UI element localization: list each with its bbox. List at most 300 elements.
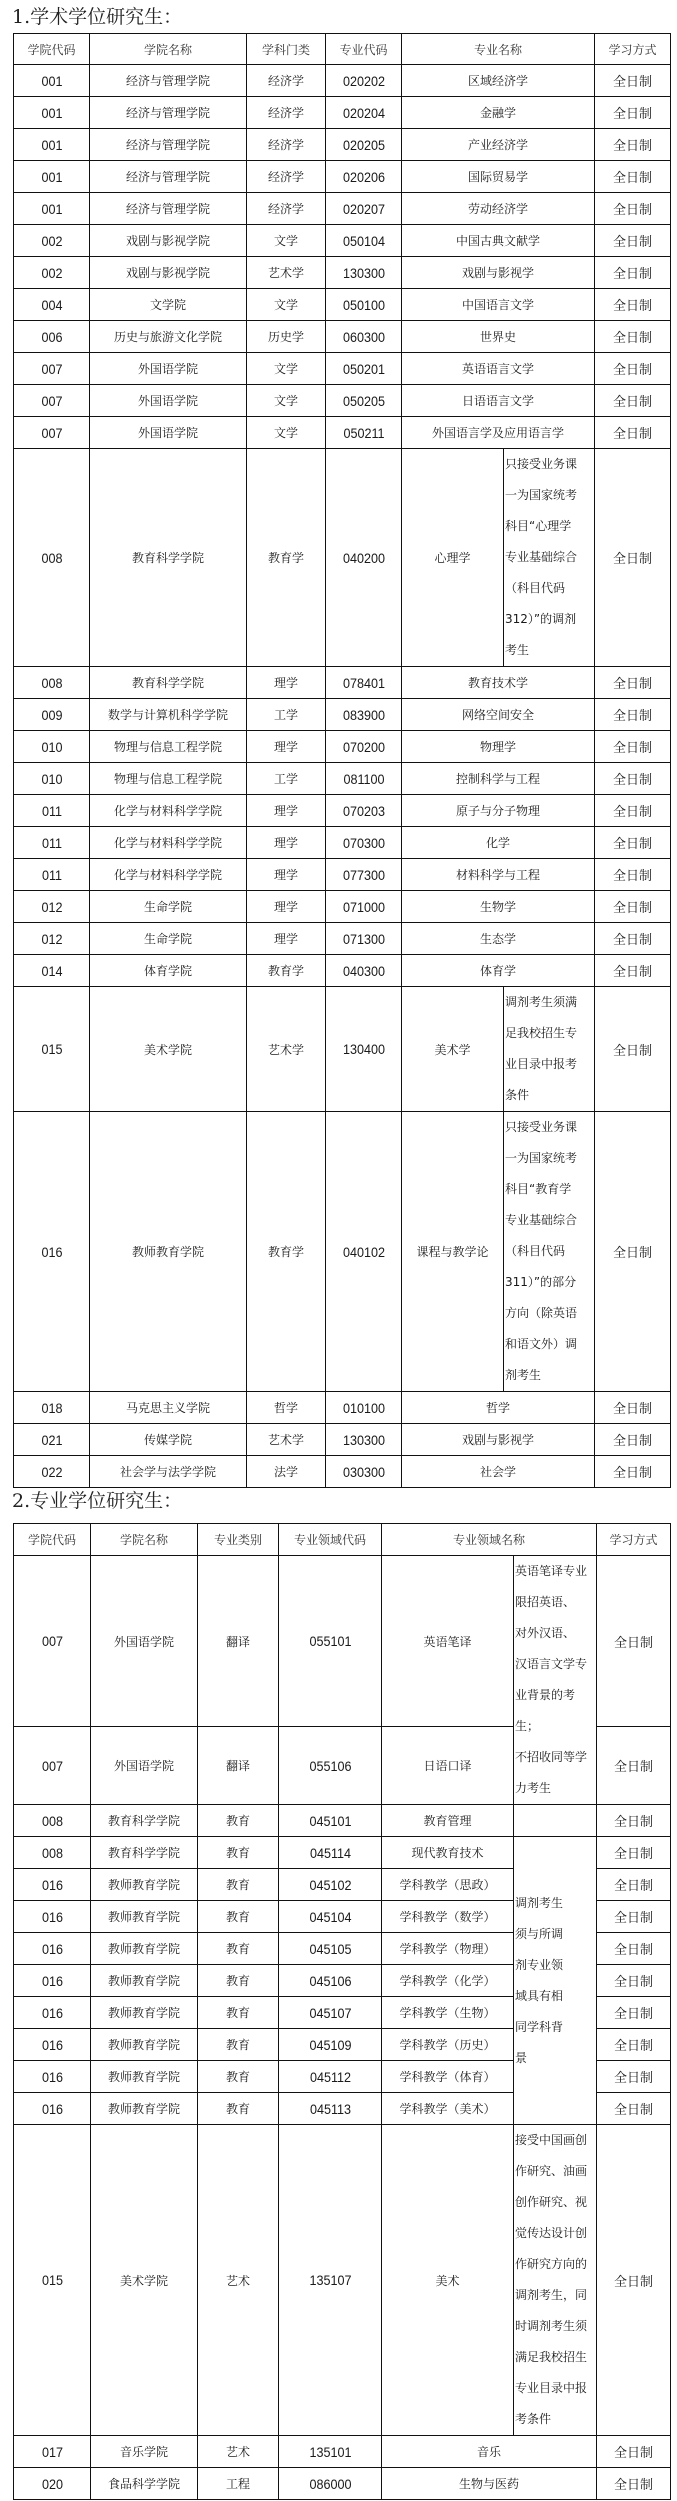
- college-code: 004: [17, 289, 85, 321]
- discipline: 经济学: [247, 129, 326, 161]
- discipline: 工学: [247, 763, 326, 795]
- major-name: 中国语言文学: [402, 289, 595, 321]
- study-mode: 全日制: [597, 2093, 671, 2125]
- major-name: 体育学: [402, 955, 595, 987]
- field-name: 日语口译: [382, 1727, 514, 1805]
- study-mode: 全日制: [595, 667, 671, 699]
- discipline: 理学: [247, 827, 326, 859]
- major-name: 控制科学与工程: [402, 763, 595, 795]
- college-name: 外国语学院: [90, 353, 247, 385]
- college-code: 001: [17, 97, 85, 129]
- discipline: 工学: [247, 699, 326, 731]
- table-row: [14, 923, 671, 955]
- college-code: 012: [17, 923, 85, 955]
- major-name: 国际贸易学: [402, 161, 595, 193]
- major-code: 070300: [329, 827, 397, 859]
- table-row: [14, 257, 671, 289]
- note-line: 科目“心理学: [505, 519, 572, 533]
- college-code: 014: [17, 955, 85, 987]
- field-code: 045105: [284, 1933, 377, 1965]
- study-mode: 全日制: [595, 987, 671, 1112]
- college-name: 教育科学学院: [91, 1837, 198, 1869]
- college-name: 教育科学学院: [90, 449, 247, 667]
- college-code: 009: [17, 699, 85, 731]
- note-line: 一为国家统考: [505, 1151, 578, 1165]
- discipline: 教育学: [247, 1112, 326, 1392]
- discipline: 文学: [247, 417, 326, 449]
- note-line: 调剂考生须满: [505, 995, 578, 1009]
- major-code: 071300: [329, 923, 397, 955]
- header-major-name: 专业名称: [402, 34, 595, 65]
- study-mode: 全日制: [597, 1933, 671, 1965]
- major-name: 劳动经济学: [402, 193, 595, 225]
- field-code: 045107: [284, 1997, 377, 2029]
- header-college-code: 学院代码: [14, 1524, 91, 1556]
- note-line: 创作研究、视: [515, 2195, 588, 2209]
- major-name: 化学: [402, 827, 595, 859]
- note-line: 只接受业务课: [505, 1120, 578, 1134]
- table-row: [14, 699, 671, 731]
- discipline: 经济学: [247, 65, 326, 97]
- field-code: 045114: [284, 1837, 377, 1869]
- table-row: [14, 1112, 671, 1392]
- college-code: 008: [17, 1837, 86, 1869]
- college-name: 音乐学院: [91, 2436, 198, 2468]
- note-cell: [504, 449, 595, 667]
- table-row: [14, 731, 671, 763]
- header-college-code: 学院代码: [14, 34, 90, 65]
- major-code: 020207: [329, 193, 397, 225]
- note-cell: [504, 1112, 595, 1392]
- note-line: 作研究方向的: [515, 2257, 588, 2271]
- field-code: 045109: [284, 2029, 377, 2061]
- discipline: 理学: [247, 667, 326, 699]
- study-mode: 全日制: [595, 353, 671, 385]
- major-code: 130300: [329, 1424, 397, 1456]
- table-row: [14, 65, 671, 97]
- discipline: 教育学: [247, 449, 326, 667]
- professional-degree-table: [13, 1523, 671, 2500]
- major-name: 英语语言文学: [402, 353, 595, 385]
- major-code: 050104: [329, 225, 397, 257]
- college-name: 戏剧与影视学院: [90, 225, 247, 257]
- college-name: 经济与管理学院: [90, 161, 247, 193]
- category: 翻译: [198, 1727, 279, 1805]
- college-code: 008: [17, 1805, 86, 1837]
- study-mode: 全日制: [595, 449, 671, 667]
- note-line: 业目录中报考: [505, 1057, 578, 1071]
- study-mode: 全日制: [595, 1392, 671, 1424]
- table-row: [14, 2468, 671, 2500]
- discipline: 理学: [247, 859, 326, 891]
- study-mode: 全日制: [597, 2029, 671, 2061]
- study-mode: 全日制: [597, 1869, 671, 1901]
- study-mode: 全日制: [597, 1997, 671, 2029]
- table-row: [14, 827, 671, 859]
- major-name: 区域经济学: [402, 65, 595, 97]
- college-code: 015: [17, 987, 85, 1112]
- major-name: 产业经济学: [402, 129, 595, 161]
- note-line: 311）”的部分: [505, 1275, 577, 1289]
- table-header-row: [14, 1524, 671, 1556]
- major-name: 课程与教学论: [402, 1112, 504, 1392]
- discipline: 艺术学: [247, 1424, 326, 1456]
- study-mode: 全日制: [595, 1456, 671, 1488]
- major-name: 美术学: [402, 987, 504, 1112]
- table-row: [14, 987, 671, 1112]
- note-line: 调剂考生，同: [515, 2288, 588, 2302]
- study-mode: 全日制: [597, 2468, 671, 2500]
- major-name: 日语语言文学: [402, 385, 595, 417]
- note-line: 满足我校招生: [515, 2350, 588, 2364]
- college-name: 生命学院: [90, 923, 247, 955]
- major-code: 077300: [329, 859, 397, 891]
- college-code: 001: [17, 129, 85, 161]
- field-code: 045104: [284, 1901, 377, 1933]
- college-code: 021: [17, 1424, 85, 1456]
- header-major-code: 专业代码: [326, 34, 402, 65]
- study-mode: 全日制: [597, 1556, 671, 1727]
- note-cell-empty: [514, 1805, 597, 1837]
- table-row: [14, 193, 671, 225]
- major-name: 生物学: [402, 891, 595, 923]
- table-row: [14, 1805, 671, 1837]
- college-code: 016: [17, 2093, 86, 2125]
- college-code: 001: [17, 65, 85, 97]
- note-line: 专业基础综合: [505, 1213, 578, 1227]
- header-college-name: 学院名称: [90, 34, 247, 65]
- major-code: 030300: [329, 1456, 397, 1488]
- college-code: 016: [17, 2061, 86, 2093]
- field-name: 学科教学（数学）: [382, 1901, 514, 1933]
- major-name: 网络空间安全: [402, 699, 595, 731]
- study-mode: 全日制: [595, 955, 671, 987]
- category: 教育: [198, 2061, 279, 2093]
- college-name: 化学与材料科学学院: [90, 827, 247, 859]
- section-title-professional: 2.专业学位研究生：: [12, 1490, 183, 1512]
- college-name: 社会学与法学学院: [90, 1456, 247, 1488]
- category: 教育: [198, 1837, 279, 1869]
- college-name: 化学与材料科学学院: [90, 795, 247, 827]
- category: 教育: [198, 2093, 279, 2125]
- college-name: 历史与旅游文化学院: [90, 321, 247, 353]
- category: 艺术: [198, 2436, 279, 2468]
- major-code: 020205: [329, 129, 397, 161]
- study-mode: 全日制: [595, 129, 671, 161]
- major-name: 中国古典文献学: [402, 225, 595, 257]
- header-study-mode: 学习方式: [595, 34, 671, 65]
- college-code: 016: [17, 1901, 86, 1933]
- study-mode: 全日制: [595, 699, 671, 731]
- category: 教育: [198, 1933, 279, 1965]
- college-name: 教师教育学院: [90, 1112, 247, 1392]
- college-name: 马克思主义学院: [90, 1392, 247, 1424]
- header-study-mode: 学习方式: [597, 1524, 671, 1556]
- field-name: 生物与医药: [382, 2468, 597, 2500]
- study-mode: 全日制: [595, 763, 671, 795]
- table-header-row: [14, 34, 671, 65]
- table-row: [14, 1392, 671, 1424]
- major-name: 材料科学与工程: [402, 859, 595, 891]
- note-line: 须与所调: [515, 1926, 564, 1941]
- table-row: [14, 161, 671, 193]
- college-name: 经济与管理学院: [90, 65, 247, 97]
- note-line: 景: [515, 2050, 528, 2065]
- note-line: （科目代码: [505, 581, 566, 595]
- note-line: 域具有相: [515, 1988, 564, 2003]
- college-name: 教育科学学院: [91, 1805, 198, 1837]
- discipline: 经济学: [247, 193, 326, 225]
- table-row: [14, 667, 671, 699]
- study-mode: 全日制: [597, 1901, 671, 1933]
- study-mode: 全日制: [595, 321, 671, 353]
- college-code: 007: [17, 417, 85, 449]
- college-code: 008: [17, 449, 85, 667]
- major-code: 081100: [329, 763, 397, 795]
- college-name: 食品科学学院: [91, 2468, 198, 2500]
- study-mode: 全日制: [595, 225, 671, 257]
- college-code: 002: [17, 225, 85, 257]
- note-line: 时调剂考生须: [515, 2319, 588, 2333]
- college-name: 传媒学院: [90, 1424, 247, 1456]
- field-name: 学科教学（生物）: [382, 1997, 514, 2029]
- field-name: 学科教学（化学）: [382, 1965, 514, 1997]
- note-line: 生；: [515, 1719, 540, 1733]
- college-name: 外国语学院: [91, 1556, 198, 1727]
- note-line: 科目“教育学: [505, 1182, 572, 1196]
- section-title-academic: 1.学术学位研究生：: [12, 6, 183, 28]
- discipline: 文学: [247, 289, 326, 321]
- table-row: [14, 321, 671, 353]
- discipline: 经济学: [247, 161, 326, 193]
- study-mode: 全日制: [597, 1965, 671, 1997]
- college-code: 010: [17, 731, 85, 763]
- college-name: 物理与信息工程学院: [90, 763, 247, 795]
- college-code: 010: [17, 763, 85, 795]
- table-row: [14, 417, 671, 449]
- college-code: 012: [17, 891, 85, 923]
- category: 教育: [198, 1869, 279, 1901]
- study-mode: 全日制: [595, 891, 671, 923]
- note-line: （科目代码: [505, 1244, 566, 1258]
- college-name: 外国语学院: [90, 417, 247, 449]
- major-name: 心理学: [402, 449, 504, 667]
- table-row: [14, 1456, 671, 1488]
- major-name: 戏剧与影视学: [402, 257, 595, 289]
- note-cell: [514, 1837, 597, 2125]
- note-line: 一为国家统考: [505, 488, 578, 502]
- table-row: [14, 891, 671, 923]
- study-mode: 全日制: [595, 193, 671, 225]
- field-code: 055101: [284, 1556, 377, 1727]
- study-mode: 全日制: [597, 1727, 671, 1805]
- table-row: [14, 2436, 671, 2468]
- note-line: 英语笔译专业: [515, 1564, 588, 1578]
- study-mode: 全日制: [595, 731, 671, 763]
- field-code: 086000: [284, 2468, 377, 2500]
- table-row: [14, 1424, 671, 1456]
- major-code: 050211: [329, 417, 397, 449]
- table-row: [14, 289, 671, 321]
- discipline: 艺术学: [247, 257, 326, 289]
- field-name: 现代教育技术: [382, 1837, 514, 1869]
- college-name: 生命学院: [90, 891, 247, 923]
- field-name: 学科教学（历史）: [382, 2029, 514, 2061]
- note-line: 专业基础综合: [505, 550, 578, 564]
- discipline: 经济学: [247, 97, 326, 129]
- college-code: 017: [17, 2436, 86, 2468]
- major-name: 戏剧与影视学: [402, 1424, 595, 1456]
- field-name: 英语笔译: [382, 1556, 514, 1727]
- header-discipline: 学科门类: [247, 34, 326, 65]
- college-name: 教师教育学院: [91, 1933, 198, 1965]
- category: 教育: [198, 2029, 279, 2061]
- note-line: 不招收同等学: [515, 1750, 588, 1764]
- category: 教育: [198, 1805, 279, 1837]
- college-code: 007: [17, 1556, 86, 1727]
- college-code: 011: [17, 795, 85, 827]
- major-code: 070203: [329, 795, 397, 827]
- note-line: 接受中国画创: [515, 2133, 588, 2147]
- college-name: 经济与管理学院: [90, 193, 247, 225]
- college-code: 011: [17, 859, 85, 891]
- table-row: [14, 2125, 671, 2436]
- discipline: 艺术学: [247, 987, 326, 1112]
- major-code: 050100: [329, 289, 397, 321]
- note-line: 和语文外）调: [505, 1337, 578, 1351]
- note-line: 剂考生: [505, 1368, 542, 1382]
- college-name: 美术学院: [90, 987, 247, 1112]
- college-code: 016: [17, 1997, 86, 2029]
- study-mode: 全日制: [595, 289, 671, 321]
- major-name: 原子与分子物理: [402, 795, 595, 827]
- study-mode: 全日制: [595, 97, 671, 129]
- study-mode: 全日制: [595, 161, 671, 193]
- field-name: 音乐: [382, 2436, 597, 2468]
- discipline: 教育学: [247, 955, 326, 987]
- note-line: 对外汉语、: [515, 1626, 576, 1640]
- college-name: 戏剧与影视学院: [90, 257, 247, 289]
- college-code: 007: [17, 353, 85, 385]
- study-mode: 全日制: [595, 65, 671, 97]
- college-name: 教师教育学院: [91, 1997, 198, 2029]
- discipline: 理学: [247, 795, 326, 827]
- college-name: 美术学院: [91, 2125, 198, 2436]
- table-row: [14, 97, 671, 129]
- table-row: [14, 353, 671, 385]
- study-mode: 全日制: [595, 859, 671, 891]
- table-row: [14, 449, 671, 667]
- field-name: 教育管理: [382, 1805, 514, 1837]
- major-name: 外国语言学及应用语言学: [402, 417, 595, 449]
- college-name: 教师教育学院: [91, 1901, 198, 1933]
- discipline: 文学: [247, 225, 326, 257]
- note-line: 专业目录中报: [515, 2381, 588, 2395]
- header-college-name: 学院名称: [91, 1524, 198, 1556]
- category: 翻译: [198, 1556, 279, 1727]
- field-code: 045112: [284, 2061, 377, 2093]
- header-field-code: 专业领域代码: [279, 1524, 382, 1556]
- study-mode: 全日制: [595, 827, 671, 859]
- major-name: 世界史: [402, 321, 595, 353]
- college-code: 007: [17, 1727, 86, 1805]
- note-line: 考条件: [515, 2412, 552, 2426]
- field-code: 135107: [284, 2125, 377, 2436]
- college-name: 教师教育学院: [91, 2093, 198, 2125]
- college-name: 经济与管理学院: [90, 129, 247, 161]
- major-code: 040102: [329, 1112, 397, 1392]
- college-code: 001: [17, 161, 85, 193]
- field-name: 学科教学（物理）: [382, 1933, 514, 1965]
- header-field-name: 专业领域名称: [382, 1524, 597, 1556]
- college-name: 教师教育学院: [91, 1965, 198, 1997]
- note-cell: [514, 2125, 597, 2436]
- college-name: 体育学院: [90, 955, 247, 987]
- category: 教育: [198, 1997, 279, 2029]
- college-code: 011: [17, 827, 85, 859]
- college-name: 教师教育学院: [91, 2061, 198, 2093]
- major-name: 物理学: [402, 731, 595, 763]
- college-name: 化学与材料科学学院: [90, 859, 247, 891]
- note-line: 312）”的调剂: [505, 612, 577, 626]
- study-mode: 全日制: [595, 795, 671, 827]
- note-line: 力考生: [515, 1781, 552, 1795]
- study-mode: 全日制: [595, 417, 671, 449]
- field-code: 055106: [284, 1727, 377, 1805]
- note-cell: [504, 987, 595, 1112]
- college-code: 015: [17, 2125, 86, 2436]
- college-name: 数学与计算机科学学院: [90, 699, 247, 731]
- category: 教育: [198, 1901, 279, 1933]
- study-mode: 全日制: [597, 1805, 671, 1837]
- major-name: 生态学: [402, 923, 595, 955]
- field-name: 美术: [382, 2125, 514, 2436]
- college-code: 016: [17, 1965, 86, 1997]
- major-code: 130300: [329, 257, 397, 289]
- table-row: [14, 225, 671, 257]
- major-code: 020204: [329, 97, 397, 129]
- table-row: [14, 385, 671, 417]
- table-row: [14, 763, 671, 795]
- college-code: 001: [17, 193, 85, 225]
- major-code: 071000: [329, 891, 397, 923]
- field-code: 045106: [284, 1965, 377, 1997]
- major-code: 078401: [329, 667, 397, 699]
- study-mode: 全日制: [597, 2436, 671, 2468]
- category: 艺术: [198, 2125, 279, 2436]
- table-row: [14, 955, 671, 987]
- college-code: 016: [17, 1112, 85, 1392]
- note-cell: [514, 1556, 597, 1805]
- note-line: 只接受业务课: [505, 457, 578, 471]
- college-name: 文学院: [90, 289, 247, 321]
- major-code: 060300: [329, 321, 397, 353]
- note-line: 考生: [505, 643, 530, 657]
- note-line: 业背景的考: [515, 1688, 576, 1702]
- college-code: 016: [17, 1869, 86, 1901]
- category: 工程: [198, 2468, 279, 2500]
- college-code: 002: [17, 257, 85, 289]
- college-code: 007: [17, 385, 85, 417]
- study-mode: 全日制: [595, 1112, 671, 1392]
- college-code: 016: [17, 1933, 86, 1965]
- major-code: 050205: [329, 385, 397, 417]
- table-row: [14, 1837, 671, 1869]
- discipline: 理学: [247, 923, 326, 955]
- note-line: 限招英语、: [515, 1595, 576, 1609]
- note-line: 足我校招生专: [505, 1026, 578, 1040]
- study-mode: 全日制: [597, 2061, 671, 2093]
